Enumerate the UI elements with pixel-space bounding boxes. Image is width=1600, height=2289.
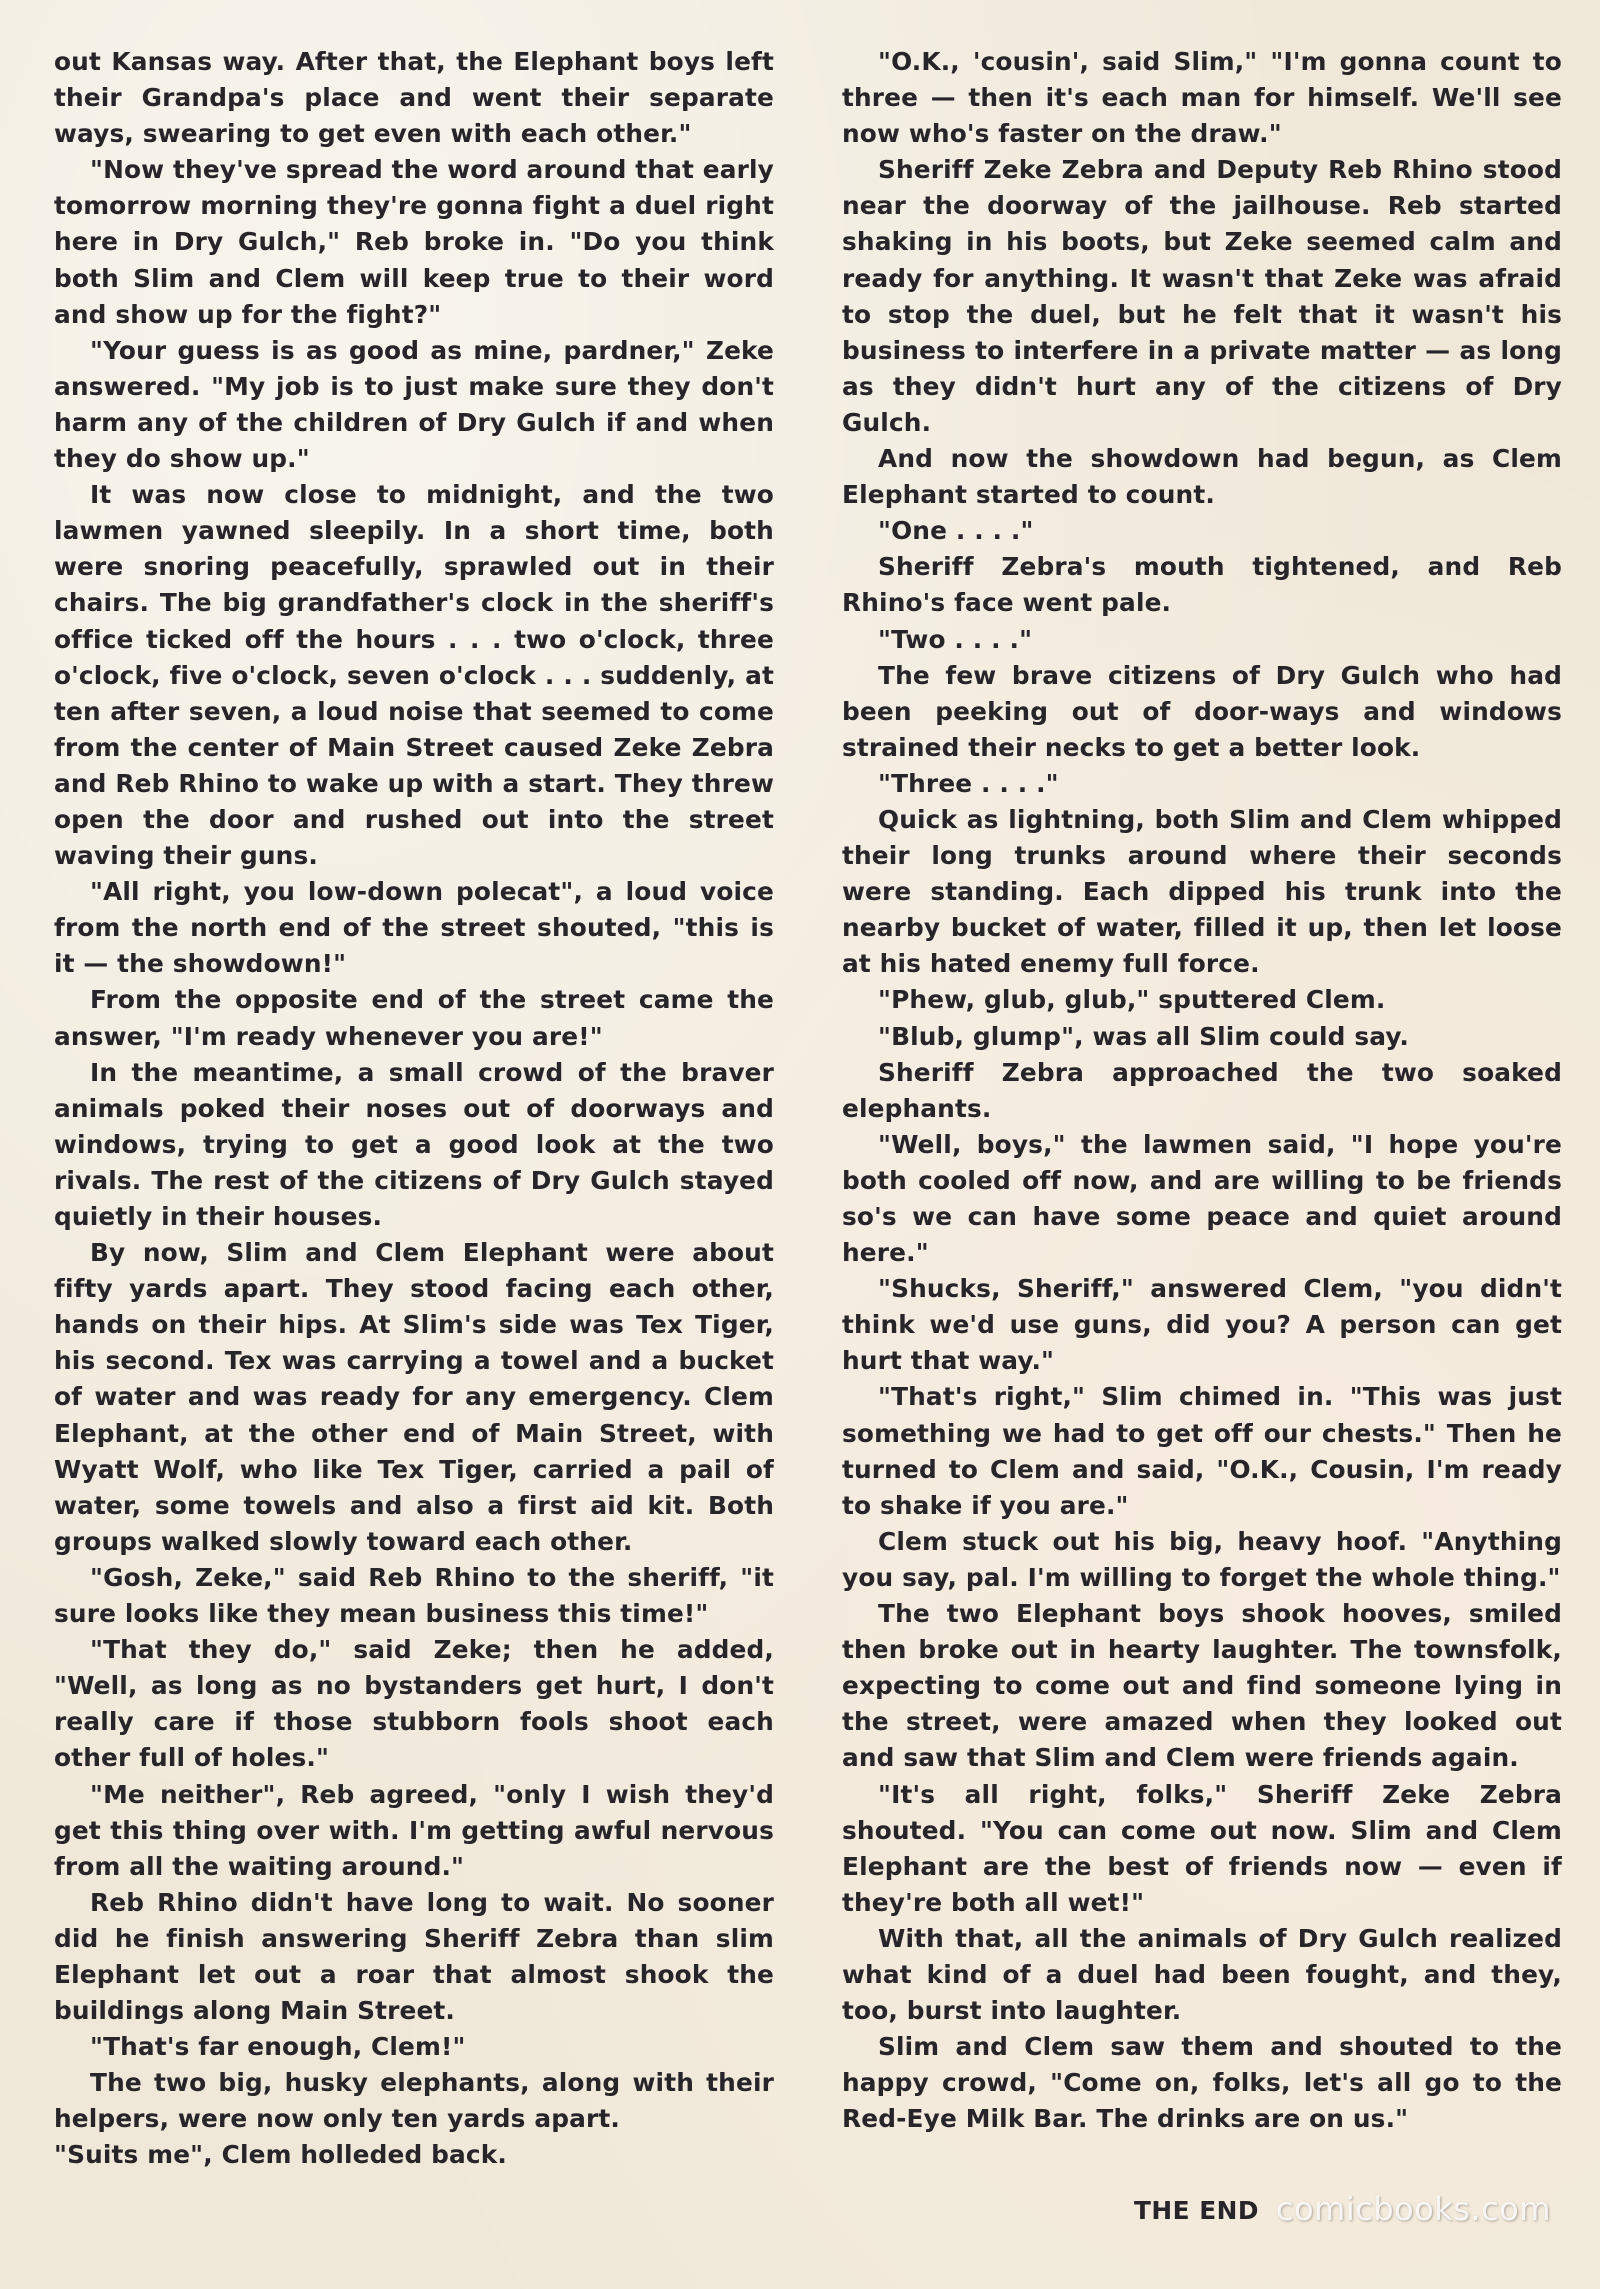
paragraph: Reb Rhino didn't have long to wait. No sooner did he finish answering Sheriff Zebra than slim Elephant let out a roar that almost shook the buildings along Main Street. <box>54 1887 774 2026</box>
paragraph: Sheriff Zeke Zebra and Deputy Reb Rhino stood near the doorway of the jailhouse. Reb started shaking in his boots, but Zeke seemed calm and ready for anything. It wasn't that Zeke was afraid to stop the duel, but he felt that it wasn't his business to interfere in a private matter — as long as they didn't hurt any of the citizens of Dry Gulch. <box>842 155 1562 437</box>
text-column-left <box>54 44 774 2174</box>
paragraph: With that, all the animals of Dry Gulch realized what kind of a duel had been fought, and they, too, burst into laughter. <box>842 1923 1562 2026</box>
paragraph: "Me neither", Reb agreed, "only I wish they'd get this thing over with. I'm getting awful nervous from all the waiting around." <box>54 1779 774 1881</box>
site-watermark: comicbooks.com <box>1276 2190 1552 2228</box>
paragraph: By now, Slim and Clem Elephant were about fifty yards apart. They stood facing each other, hands on their hips. At Slim's side was Tex Tiger, his second. Tex was carrying a towel and a bucket of water and was ready for any emergency. Clem Elephant, at the other end of Main Street, with Wyatt Wolf, who like Tex Tiger, carried a pail of water, some towels and also a first aid kit. Both groups walked slowly toward each other. <box>54 1238 774 1556</box>
paragraph: "Well, boys," the lawmen said, "I hope you're both cooled off now, and are willing to be friends so's we can have some peace and quiet around here." <box>842 1129 1562 1268</box>
paragraph: Quick as lightning, both Slim and Clem whipped their long trunks around where their seconds were standing. Each dipped his trunk into the nearby bucket of water, filled it up, then let loose at his hated enemy full force. <box>842 804 1562 979</box>
paragraph: From the opposite end of the street came the answer, "I'm ready whenever you are!" <box>54 985 774 1051</box>
paragraph: "O.K., 'cousin', said Slim," "I'm gonna count to three — then it's each man for himself. We'll see now who's faster on the draw." <box>842 47 1562 149</box>
paragraph: Clem stuck out his big, heavy hoof. "Anything you say, pal. I'm willing to forget the whole thing." <box>842 1526 1562 1592</box>
paragraph: Sheriff Zebra approached the two soaked elephants. <box>842 1057 1562 1123</box>
paragraph: "Blub, glump", was all Slim could say. <box>878 1021 1409 1051</box>
paragraph: Slim and Clem saw them and shouted to the happy crowd, "Come on, folks, let's all go to the Red-Eye Milk Bar. The drinks are on us." <box>842 2032 1562 2134</box>
paragraph: "Suits me", Clem holleded back. <box>54 2140 507 2170</box>
paragraph: It was now close to midnight, and the two lawmen yawned sleepily. In a short time, both were snoring peacefully, sprawled out in their chairs. The big grandfather's clock in the sheriff's office ticked off the hours . . . two o'clock, three o'clock, five o'clock, seven o'clock . . . suddenly, at ten after seven, a loud noise that seemed to come from the center of Main Street caused Zeke Zebra and Reb Rhino to wake up with a start. They threw open the door and rushed out into the street waving their guns. <box>54 480 774 871</box>
paragraph: "Phew, glub, glub," sputtered Clem. <box>878 985 1386 1015</box>
paragraph: The few brave citizens of Dry Gulch who had been peeking out of door-ways and windows strained their necks to get a better look. <box>842 660 1562 762</box>
paragraph: In the meantime, a small crowd of the braver animals poked their noses out of doorways and windows, trying to get a good look at the two rivals. The rest of the citizens of Dry Gulch stayed quietly in their houses. <box>54 1057 774 1231</box>
paragraph: "Two . . . ." <box>878 624 1033 654</box>
paragraph: The two Elephant boys shook hooves, smiled then broke out in hearty laughter. The townsfolk, expecting to come out and find someone lying in the street, were amazed when they looked out and saw that Slim and Clem were friends again. <box>842 1599 1562 1773</box>
paragraph: "All right, you low-down polecat", a loud voice from the north end of the street shouted, "this is it — the showdown!" <box>54 877 774 979</box>
text-column-right <box>842 44 1562 2137</box>
paragraph: "That's right," Slim chimed in. "This was just something we had to get off our chests." Then he turned to Clem and said, "O.K., Cousin, I'm ready to shake if you are." <box>842 1382 1562 1520</box>
paragraph: "It's all right, folks," Sheriff Zeke Zebra shouted. "You can come out now. Slim and Clem Elephant are the best of friends now — even if they're both all wet!" <box>842 1779 1562 1917</box>
paragraph: "Shucks, Sheriff," answered Clem, "you didn't think we'd use guns, did you? A person can get hurt that way." <box>842 1274 1562 1376</box>
paragraph: "That they do," said Zeke; then he added, "Well, as long as no bystanders get hurt, I don't really care if those stubborn fools shoot each other full of holes." <box>54 1635 774 1773</box>
paragraph: "One . . . ." <box>878 516 1034 546</box>
paragraph: And now the showdown had begun, as Clem Elephant started to count. <box>842 444 1562 510</box>
paragraph: "Now they've spread the word around that early tomorrow morning they're gonna fight a duel right here in Dry Gulch," Reb broke in. "Do you think both Slim and Clem will keep true to their word and show up for the fight?" <box>54 155 774 329</box>
the-end-label: THE END <box>1134 2196 1260 2225</box>
paragraph: "Gosh, Zeke," said Reb Rhino to the sheriff, "it sure looks like they mean business this time!" <box>54 1562 774 1629</box>
paragraph: "Your guess is as good as mine, pardner," Zeke answered. "My job is to just make sure they don't harm any of the children of Dry Gulch if and when they do show up." <box>54 335 774 474</box>
paragraph: The two big, husky elephants, along with their helpers, were now only ten yards apart. <box>54 2068 774 2134</box>
paragraph: "Three . . . ." <box>878 768 1059 798</box>
paragraph: out Kansas way. After that, the Elephant boys left their Grandpa's place and went their separate ways, swearing to get even with each other." <box>54 47 774 149</box>
paragraph: Sheriff Zebra's mouth tightened, and Reb Rhino's face went pale. <box>842 552 1562 618</box>
paragraph: "That's far enough, Clem!" <box>90 2032 466 2062</box>
